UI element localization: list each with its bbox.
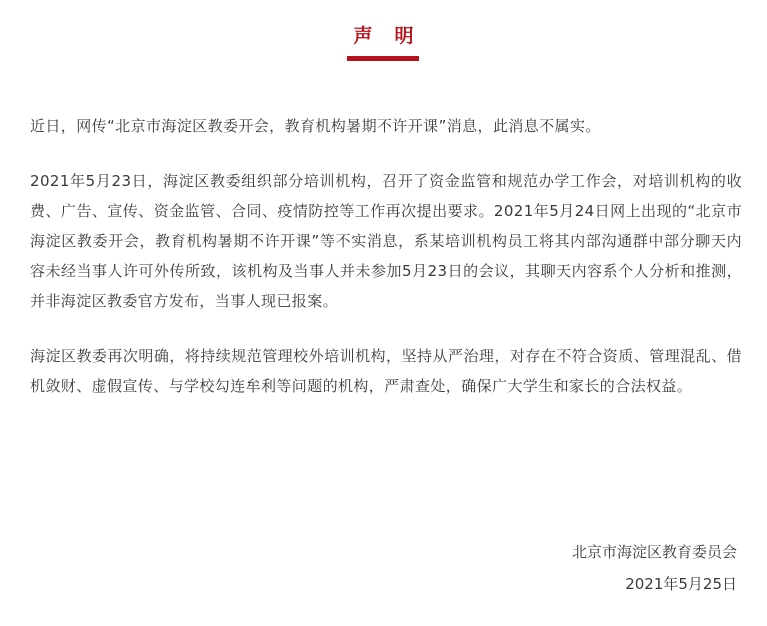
paragraph-2: 2021年5月23日，海淀区教委组织部分培训机构，召开了资金监管和规范办学工作会，对培训机构的收费、广告、宣传、资金监管、合同、疫情防控等工作再次提出要求。2021年5月24日网上出现的“北京市海淀区教委开会，教育机构暑期不许开课”等不实消息，系某培训机构员工将其内部沟通群中部分聊天内容未经当事人许可外传所致，该机构及当事人并未参加5月23日的会议，其聊天内容系个人分析和推测，并非海淀区教委官方发布，当事人现已报案。 [30,172,742,310]
paragraph-3: 海淀区教委再次明确，将持续规范管理校外培训机构，坚持从严治理，对存在不符合资质、管理混乱、借机敛财、虚假宣传、与学校勾连牟利等问题的机构，严肃查处，确保广大学生和家长的合法权益。 [30,347,742,395]
paragraph-1: 近日，网传“北京市海淀区教委开会，教育机构暑期不许开课”消息，此消息不属实。 [30,117,601,135]
title-container [0,22,767,50]
title-underline [347,56,419,61]
signature-block [572,536,737,600]
statement-body [30,111,742,426]
page-title: 声明 [353,25,436,47]
signature-organization: 北京市海淀区教育委员会 [571,543,737,561]
signature-date: 2021年5月25日 [625,575,737,593]
